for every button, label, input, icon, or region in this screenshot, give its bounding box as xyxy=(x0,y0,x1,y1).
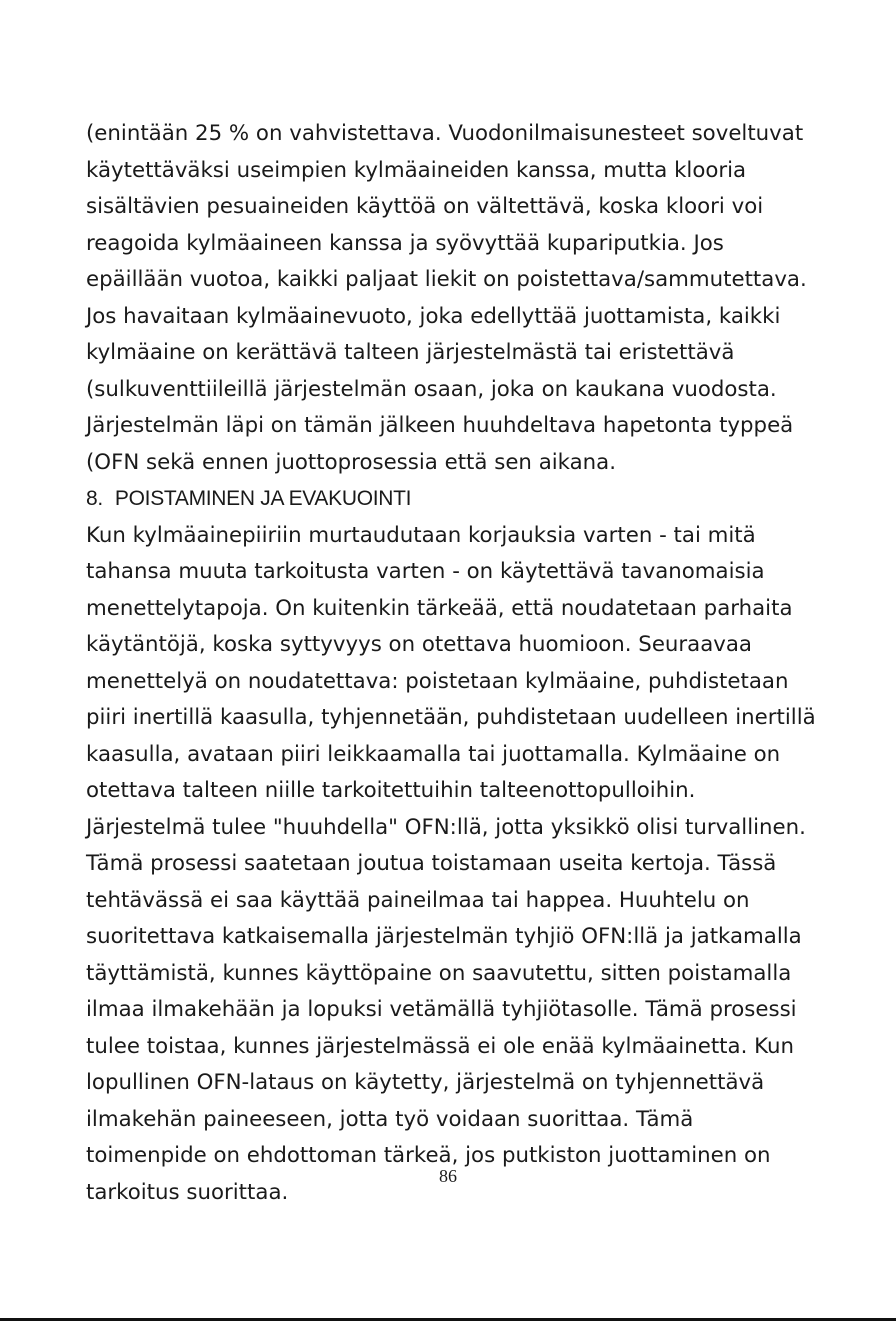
section-heading xyxy=(86,481,846,518)
text-line: Jos havaitaan kylmäainevuoto, joka edellyttää juottamista, kaikki xyxy=(86,303,781,329)
text-line: otettava talteen niille tarkoitettuihin talteenottopulloihin. xyxy=(86,778,696,803)
text-line: Kun kylmäainepiiriin murtaudutaan korjauksia varten - tai mitä xyxy=(86,522,756,548)
text-line: menettelytapoja. On kuitenkin tärkeää, että noudatetaan parhaita xyxy=(86,595,793,621)
page-number: 86 xyxy=(439,1166,457,1186)
text-line: menettelyä on noudatettava: poistetaan kylmäaine, puhdistetaan xyxy=(86,668,789,694)
text-line: kaasulla, avataan piiri leikkaamalla tai juottamalla. Kylmäaine on xyxy=(86,741,781,767)
paragraph-leak-detection xyxy=(86,116,846,481)
text-line: Järjestelmän läpi on tämän jälkeen huuhdeltava hapetonta typpeä xyxy=(86,413,794,438)
text-line: piiri inertillä kaasulla, tyhjennetään, puhdistetaan uudelleen inertillä xyxy=(86,705,816,730)
text-line: Järjestelmä tulee "huuhdella" OFN:llä, jotta yksikkö olisi turvallinen. xyxy=(86,814,806,840)
text-line: Tämä prosessi saatetaan joutua toistamaan useita kertoja. Tässä xyxy=(86,851,777,876)
text-line: lopullinen OFN-lataus on käytetty, järjestelmä on tyhjennettävä xyxy=(86,1070,765,1095)
body-text xyxy=(86,116,846,1211)
text-line: käytettäväksi useimpien kylmäaineiden kanssa, mutta klooria xyxy=(86,157,747,183)
text-line: ilmaa ilmakehään ja lopuksi vetämällä tyhjiötasolle. Tämä prosessi xyxy=(86,997,797,1022)
bottom-rule xyxy=(0,1318,896,1321)
text-line: tehtävässä ei saa käyttää paineilmaa tai happea. Huuhtelu on xyxy=(86,887,750,913)
text-line: reagoida kylmäaineen kanssa ja syövyttää kupariputkia. Jos xyxy=(86,230,724,256)
text-line: suoritettava katkaisemalla järjestelmän tyhjiö OFN:llä ja jatkamalla xyxy=(86,924,802,949)
text-line: tulee toistaa, kunnes järjestelmässä ei ole enää kylmäainetta. Kun xyxy=(86,1033,795,1059)
text-line: tahansa muuta tarkoitusta varten - on käytettävä tavanomaisia xyxy=(86,559,765,584)
text-line: täyttämistä, kunnes käyttöpaine on saavutettu, sitten poistamalla xyxy=(86,960,792,986)
text-line: kylmäaine on kerättävä talteen järjestelmästä tai eristettävä xyxy=(86,340,735,365)
section-number: 8. xyxy=(86,487,103,510)
text-line: ilmakehän paineeseen, jotta työ voidaan suorittaa. Tämä xyxy=(86,1106,694,1132)
section-title: POISTAMINEN JA EVAKUOINTI xyxy=(114,487,412,510)
text-line: toimenpide on ehdottoman tärkeä, jos putkiston juottaminen on xyxy=(86,1143,771,1168)
text-line: (enintään 25 % on vahvistettava. Vuodonilmaisunesteet soveltuvat xyxy=(86,121,804,146)
text-line: tarkoitus suorittaa. xyxy=(86,1179,289,1205)
paragraph-removal-evacuation xyxy=(86,518,846,1212)
text-line: (OFN sekä ennen juottoprosessia että sen aikana. xyxy=(86,449,616,475)
text-line: (sulkuventtiileillä järjestelmän osaan, joka on kaukana vuodosta. xyxy=(86,376,777,402)
text-line: sisältävien pesuaineiden käyttöä on vältettävä, koska kloori voi xyxy=(86,194,764,219)
text-line: käytäntöjä, koska syttyvyys on otettava huomioon. Seuraavaa xyxy=(86,632,752,657)
text-line: epäillään vuotoa, kaikki paljaat liekit on poistettava/sammutettava. xyxy=(86,267,807,292)
